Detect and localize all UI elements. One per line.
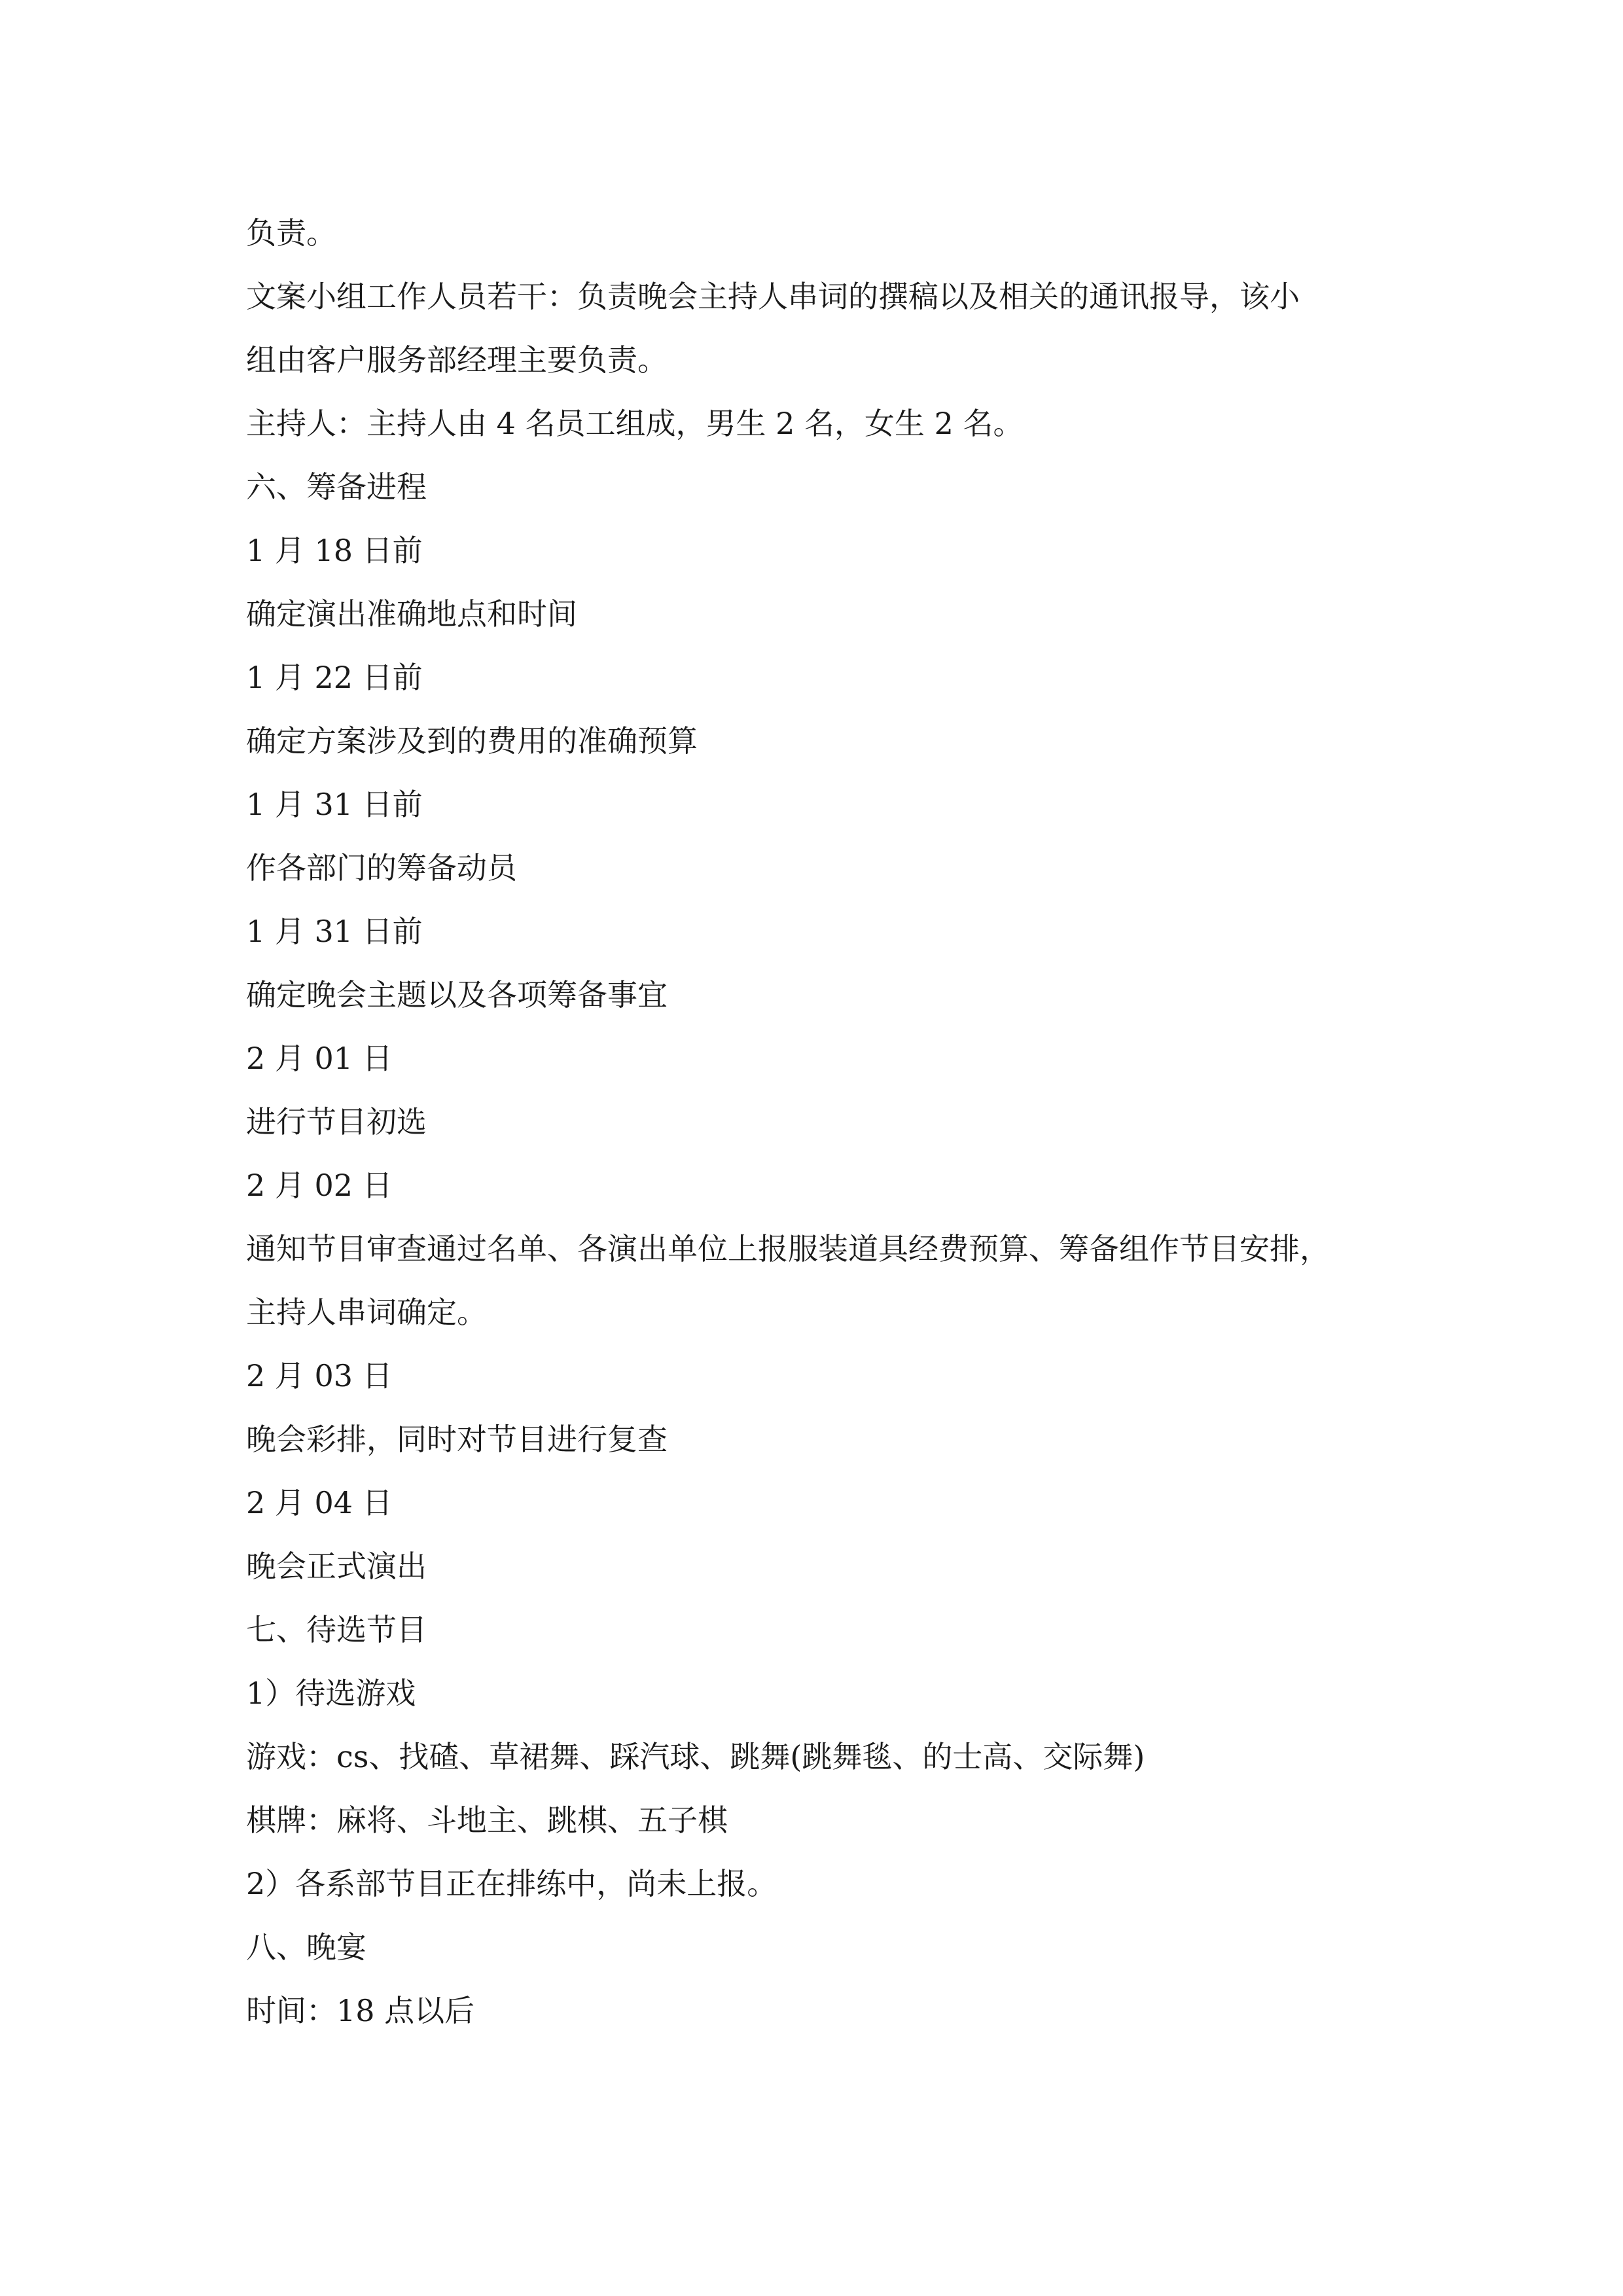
text-line: 晚会正式演出: [246, 1549, 427, 1584]
date-line: 1 月 31 日前: [246, 914, 423, 949]
text-line: 主持人串词确定。: [246, 1295, 487, 1330]
text-line: 棋牌：麻将、斗地主、跳棋、五子棋: [246, 1803, 728, 1838]
text-line: 主持人：主持人由 4 名员工组成，男生 2 名，女生 2 名。: [246, 406, 1024, 441]
text-line: 文案小组工作人员若干：负责晚会主持人串词的撰稿以及相关的通讯报导，该小: [246, 279, 1300, 314]
text-line: 作各部门的筹备动员: [246, 850, 517, 886]
list-item: 1）待选游戏: [246, 1676, 416, 1711]
text-line: 确定演出准确地点和时间: [246, 596, 577, 632]
text-line: 组由客户服务部经理主要负责。: [246, 342, 668, 378]
date-line: 2 月 01 日: [246, 1041, 393, 1076]
section-heading: 八、晚宴: [246, 1929, 366, 1965]
text-line: 确定晚会主题以及各项筹备事宜: [246, 977, 668, 1013]
date-line: 2 月 02 日: [246, 1168, 393, 1203]
date-line: 2 月 04 日: [246, 1485, 393, 1520]
date-line: 1 月 18 日前: [246, 533, 423, 568]
section-heading: 六、筹备进程: [246, 469, 427, 505]
document-body: [246, 202, 1382, 2043]
text-line: 时间：18 点以后: [246, 1993, 475, 2028]
section-heading: 七、待选节目: [246, 1612, 427, 1647]
text-line: 负责。: [246, 215, 336, 251]
date-line: 1 月 22 日前: [246, 660, 423, 695]
date-line: 2 月 03 日: [246, 1358, 393, 1393]
text-line: 进行节目初选: [246, 1104, 427, 1139]
text-line: 通知节目审查通过名单、各演出单位上报服装道具经费预算、筹备组作节目安排，: [246, 1231, 1330, 1266]
date-line: 1 月 31 日前: [246, 787, 423, 822]
text-line: 晚会彩排，同时对节目进行复查: [246, 1422, 668, 1457]
text-line: 游戏：cs、找碴、草裙舞、踩汽球、跳舞(跳舞毯、的士高、交际舞): [246, 1739, 1145, 1774]
list-item: 2）各系部节目正在排练中，尚未上报。: [246, 1866, 777, 1901]
text-line: 确定方案涉及到的费用的准确预算: [246, 723, 698, 759]
